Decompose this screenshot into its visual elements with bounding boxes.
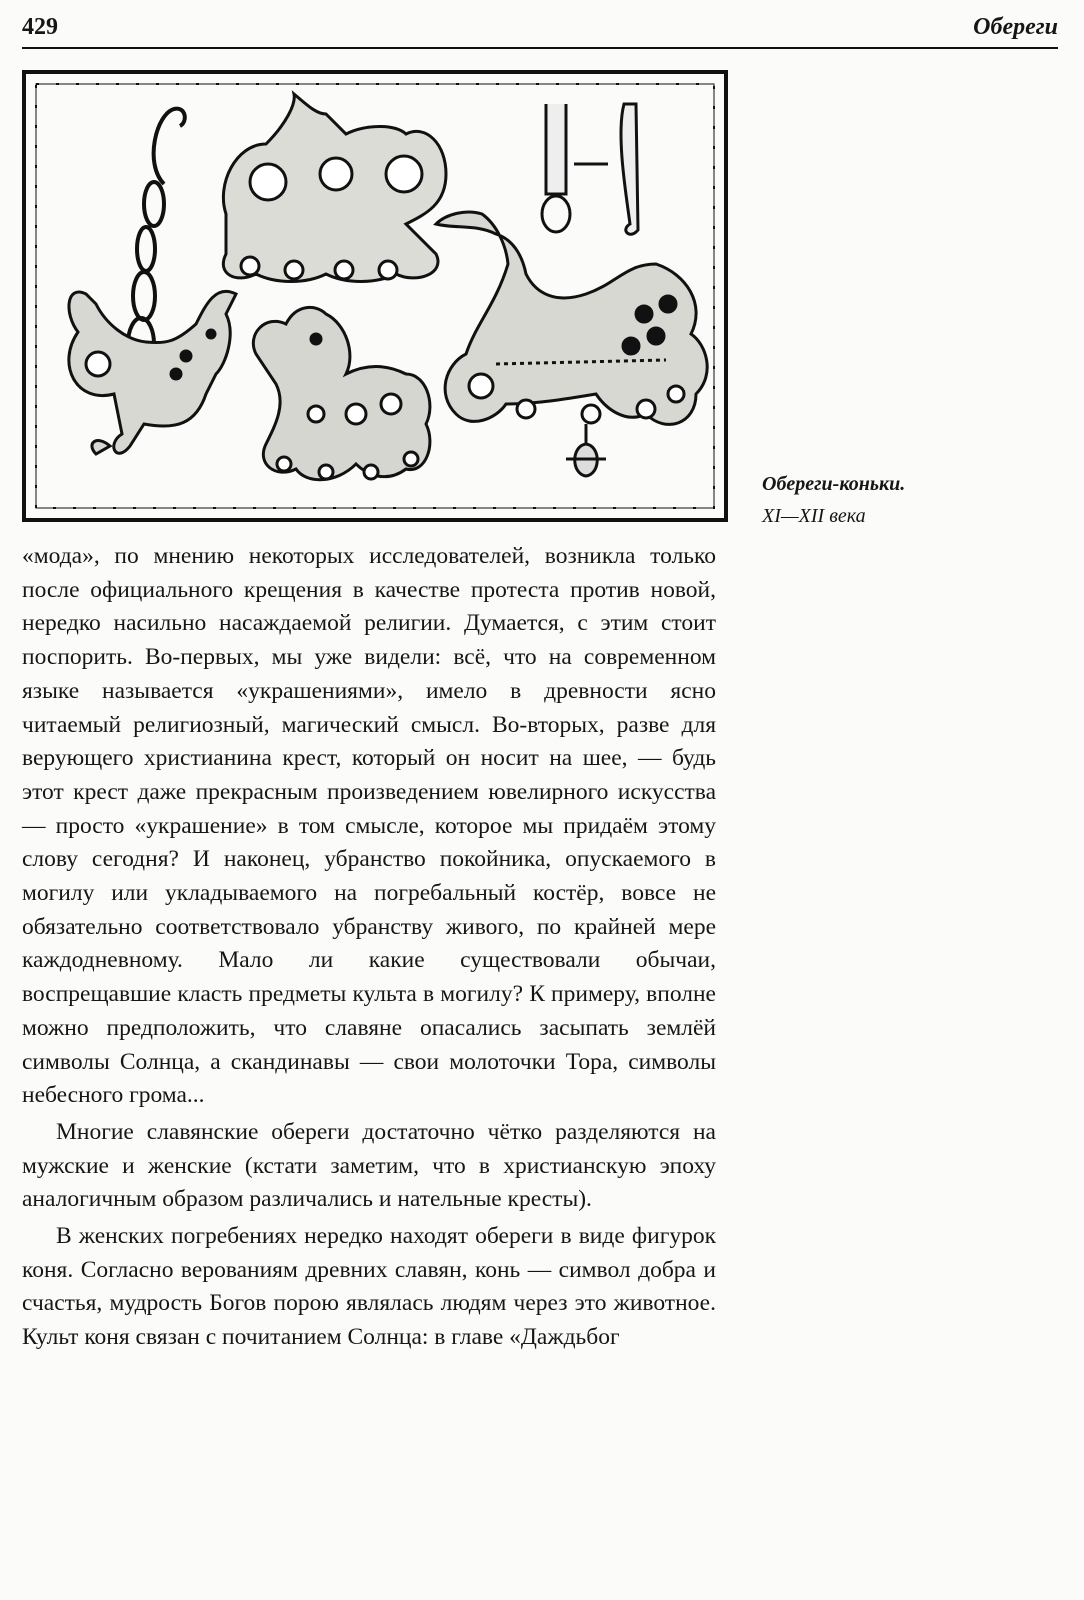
horse-amulet-right — [436, 212, 707, 476]
header-rule — [22, 47, 1058, 49]
paragraph: «мода», по мнению некоторых исследователей, возникла только после официального крещения в качестве протеста против новой, нередко насильно насаждаемой религии. Думается, с этим стоит поспорить. Во-первых, мы уже видели: всё, что на современном языке называется «украшениями», имело в древности ясно читаемый религиозный, магический смысл. Во-вторых, разве для верующего христианина крест, который он носит на шее, — будь этот крест даже прекрасным произведением ювелирного искусства — просто «украшение» в том смысле, которое мы придаём этому слову сегодня? И наконец, убранство покойника, опускаемого в могилу или укладываемого на погребальный костёр, вовсе не обязательно соответствовало убранству живого, по крайней мере каждодневному. Мало ли какие существовали обычаи, воспрещавшие класть предметы культа в могилу? К примеру, вполне можно предположить, что славяне опасались засыпать землёй символы Солнца, а скандинавы — свои молоточки Тора, символы небесного грома... — [22, 543, 716, 1109]
page-number: 429 — [22, 14, 58, 40]
amulet-illustration — [22, 70, 728, 522]
caption-subtitle: XI—XII века — [762, 505, 866, 527]
strap-right — [542, 104, 638, 234]
figure-caption — [762, 468, 1062, 532]
running-title: Обереги — [973, 14, 1058, 40]
horse-amulet-bottom-center — [253, 307, 430, 479]
chain-left — [128, 109, 185, 370]
horse-amulet-top — [223, 94, 446, 282]
paragraph: В женских погребениях нередко находят обереги в виде фигурок коня. Согласно верованиям древних славян, конь — символ добра и счастья, мудрость Богов порою являлась людям через это животное. Культ коня связан с почитанием Солнца: в главе «Даждьбог — [22, 1223, 716, 1351]
body-text — [22, 540, 716, 1355]
paragraph: Многие славянские обереги достаточно чётко разделяются на мужские и женские (кстати заметим, что в христианскую эпоху аналогичным образом различались и нательные кресты). — [22, 1118, 716, 1213]
horse-amulets-drawing — [26, 74, 724, 518]
caption-title: Обереги-коньки. — [762, 473, 906, 495]
